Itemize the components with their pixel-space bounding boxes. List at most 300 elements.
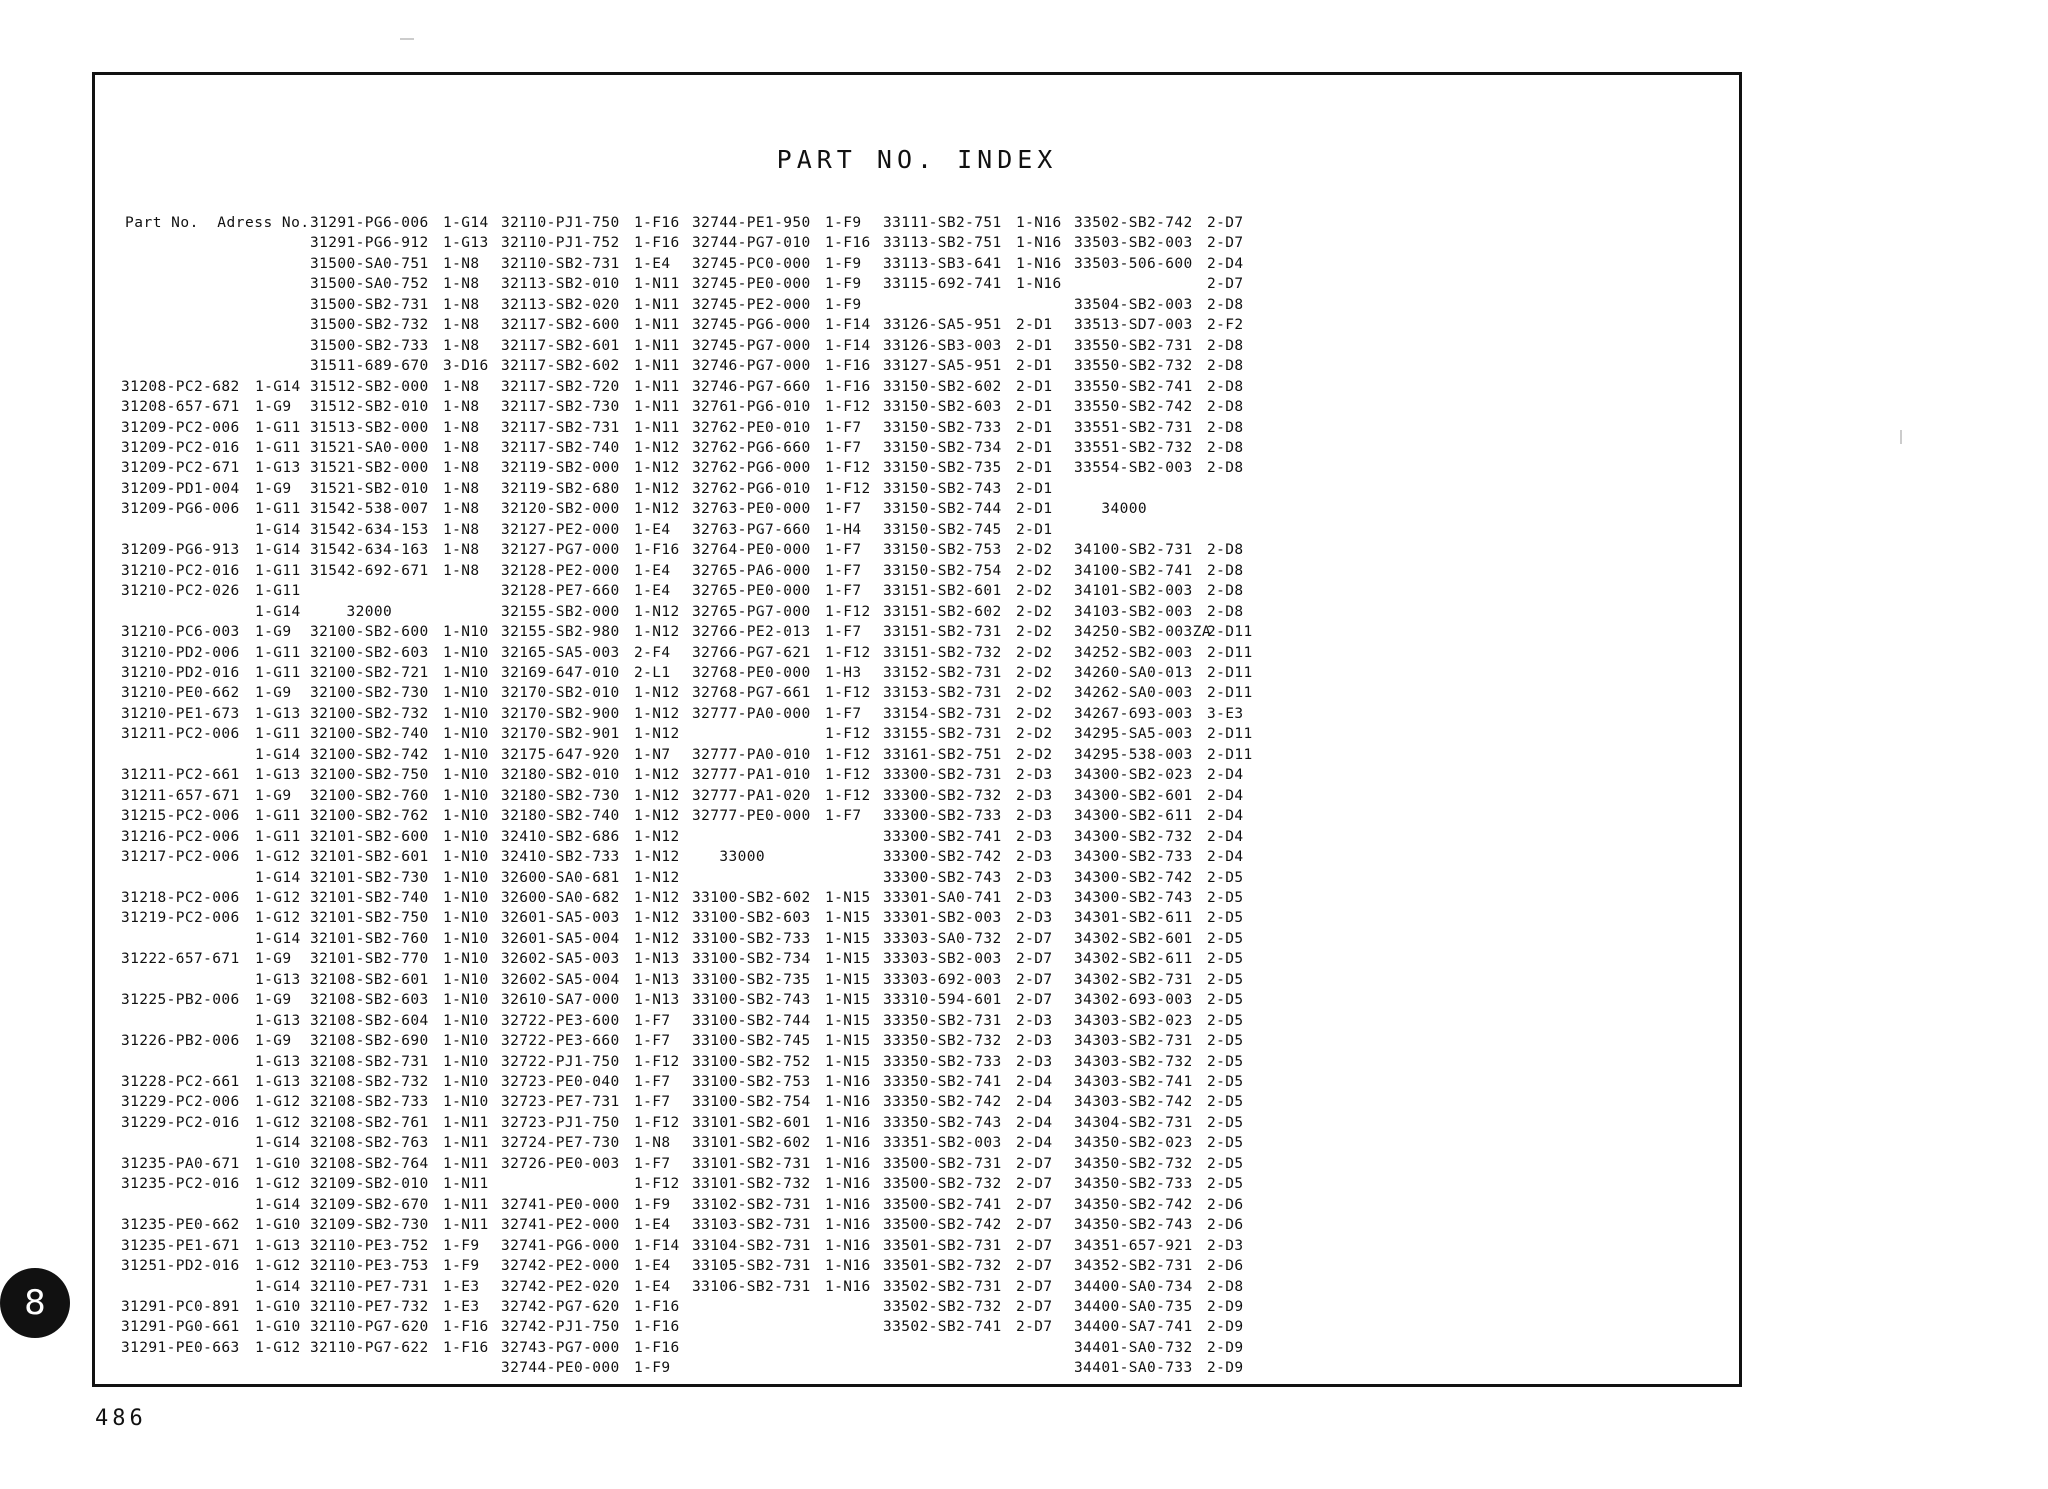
address-number-cell: 1-N15 — [825, 910, 871, 927]
part-number-cell: 31210-PD2-016 — [121, 664, 240, 681]
part-number-cell: 33503-SB2-003 — [1074, 235, 1193, 252]
part-number-cell: 33550-SB2-741 — [1074, 378, 1193, 395]
address-number-cell: 1-N16 — [825, 1114, 871, 1131]
part-number-cell: 32101-SB2-730 — [310, 869, 429, 886]
address-number-cell: 1-N10 — [443, 767, 489, 784]
part-number-cell: 33154-SB2-731 — [883, 705, 1002, 722]
part-number-cell: 32110-PG7-622 — [310, 1339, 429, 1356]
part-number-cell: 31215-PC2-006 — [121, 808, 240, 825]
address-number-cell: 1-F16 — [634, 215, 680, 231]
address-number-cell: 2-D2 — [1016, 562, 1053, 579]
part-number-cell: 32100-SB2-750 — [310, 767, 429, 784]
address-number-cell: 1-N13 — [634, 951, 680, 968]
part-number-cell: 33150-SB2-744 — [883, 501, 1002, 518]
address-number-cell: 1-F16 — [825, 378, 871, 395]
address-number-cell: 1-N8 — [443, 562, 480, 579]
address-number-cell: 2-D11 — [1207, 685, 1253, 702]
address-number-cell: 1-N12 — [634, 767, 680, 784]
part-number-cell: 34260-SA0-013 — [1074, 664, 1193, 681]
part-number-cell: 31216-PC2-006 — [121, 828, 240, 845]
address-number-cell: 1-N16 — [825, 1258, 871, 1275]
part-number-cell: 33150-SB2-734 — [883, 439, 1002, 456]
part-number-cell: 32155-SB2-980 — [501, 624, 620, 641]
address-number-cell: 1-F16 — [634, 235, 680, 252]
part-number-cell: 31210-PD2-006 — [121, 644, 240, 661]
address-number-cell: 2-D9 — [1207, 1299, 1244, 1316]
address-number-cell: 1-F7 — [634, 1012, 671, 1029]
address-number-cell: 2-D7 — [1207, 276, 1244, 293]
part-number-cell: 32109-SB2-670 — [310, 1196, 429, 1213]
part-number-cell: 33100-SB2-735 — [692, 971, 811, 988]
part-number-cell: 32175-647-920 — [501, 746, 620, 763]
address-number-cell: 1-N10 — [443, 685, 489, 702]
address-number-cell: 2-D8 — [1207, 562, 1244, 579]
address-number-cell: 2-D1 — [1016, 399, 1053, 416]
address-number-cell: 1-N8 — [443, 501, 480, 518]
part-number-cell: 31235-PE0-662 — [121, 1217, 240, 1234]
part-index-columns — [121, 213, 1721, 1379]
address-number-cell: 1-G9 — [255, 480, 292, 497]
address-number-cell: 2-D5 — [1207, 910, 1244, 927]
part-number-cell: 33150-SB2-753 — [883, 542, 1002, 559]
part-number-cell — [501, 1174, 634, 1194]
address-number-cell: 1-F9 — [825, 215, 862, 231]
address-number-cell: 1-N12 — [634, 439, 680, 456]
part-number-cell: 32170-SB2-900 — [501, 705, 620, 722]
address-number-cell — [825, 827, 883, 847]
part-number-cell: 32000 — [310, 603, 393, 620]
part-number-cell: 32742-PE2-020 — [501, 1278, 620, 1295]
part-number-cell: 33106-SB2-731 — [692, 1278, 811, 1295]
address-number-cell: 2-D5 — [1207, 889, 1244, 906]
part-number-cell: 32766-PE2-013 — [692, 624, 811, 641]
part-number-cell: 32101-SB2-601 — [310, 849, 429, 866]
address-number-cell: 2-D3 — [1016, 1012, 1053, 1029]
part-number-cell: 32100-SB2-603 — [310, 644, 429, 661]
part-number-cell — [121, 1195, 255, 1215]
address-number-cell: 1-G14 — [255, 378, 301, 395]
part-number-cell: 31209-PC2-006 — [121, 419, 240, 436]
part-number-cell: 32745-PG7-000 — [692, 337, 811, 354]
part-number-cell: 31542-692-671 — [310, 562, 429, 579]
footer-page-number: 486 — [95, 1406, 147, 1431]
part-number-cell: 33100-SB2-602 — [692, 889, 811, 906]
part-number-cell: 31211-PC2-006 — [121, 726, 240, 743]
part-number-cell: 33351-SB2-003 — [883, 1135, 1002, 1152]
address-number-cell: 1-N8 — [443, 419, 480, 436]
part-number-cell: 32762-PG6-000 — [692, 460, 811, 477]
part-number-cell — [121, 213, 255, 233]
address-number-cell: 1-F12 — [825, 399, 871, 416]
address-number-cell: 1-N10 — [443, 1094, 489, 1111]
part-number-column — [1074, 213, 1211, 1379]
part-number-cell: 32761-PG6-010 — [692, 399, 811, 416]
address-number-cell: 1-N8 — [443, 378, 480, 395]
address-number-cell: 1-G13 — [255, 1012, 301, 1029]
part-number-cell: 33103-SB2-731 — [692, 1217, 811, 1234]
part-number-cell: 32100-SB2-721 — [310, 664, 429, 681]
part-number-cell: 32744-PG7-010 — [692, 235, 811, 252]
address-number-cell — [1207, 499, 1265, 519]
part-number-cell: 33300-SB2-733 — [883, 808, 1002, 825]
address-number-cell: 1-F16 — [825, 235, 871, 252]
address-number-cell: 1-G11 — [255, 644, 301, 661]
part-number-cell: 32108-SB2-690 — [310, 1033, 429, 1050]
part-number-cell: 33100-SB2-752 — [692, 1053, 811, 1070]
part-number-cell: 31209-PG6-006 — [121, 501, 240, 518]
address-number-cell: 1-N10 — [443, 624, 489, 641]
address-number-cell: 1-N8 — [443, 480, 480, 497]
address-number-cell: 1-F7 — [825, 562, 862, 579]
address-number-cell: 2-D1 — [1016, 439, 1053, 456]
address-number-cell: 2-D7 — [1016, 971, 1053, 988]
address-number-cell: 2-D9 — [1207, 1339, 1244, 1356]
address-number-cell: 1-N11 — [443, 1114, 489, 1131]
address-number-cell: 1-G10 — [255, 1299, 301, 1316]
address-number-cell: 1-G11 — [255, 808, 301, 825]
address-number-cell: 1-N16 — [825, 1094, 871, 1111]
part-number-cell: 32108-SB2-601 — [310, 971, 429, 988]
part-number-cell: 32777-PE0-000 — [692, 808, 811, 825]
address-number-cell: 2-D2 — [1016, 746, 1053, 763]
address-number-cell: 1-F16 — [825, 358, 871, 375]
part-number-cell: 31209-PC2-016 — [121, 439, 240, 456]
part-number-cell: 33100-SB2-734 — [692, 951, 811, 968]
address-number-cell: 2-D4 — [1207, 849, 1244, 866]
part-number-cell: 34302-SB2-601 — [1074, 930, 1193, 947]
address-number-cell: 1-F12 — [825, 726, 871, 743]
part-number-cell: 34100-SB2-731 — [1074, 542, 1193, 559]
part-number-cell: 32766-PG7-621 — [692, 644, 811, 661]
address-number-cell: 2-D8 — [1207, 542, 1244, 559]
part-number-cell: 33100-SB2-745 — [692, 1033, 811, 1050]
part-number-cell: 32113-SB2-020 — [501, 296, 620, 313]
part-number-cell: 31500-SA0-751 — [310, 255, 429, 272]
part-number-cell: 31218-PC2-006 — [121, 889, 240, 906]
part-number-cell: 33350-SB2-743 — [883, 1114, 1002, 1131]
address-number-cell: 2-D7 — [1016, 992, 1053, 1009]
section-badge: 8 — [0, 1268, 70, 1338]
part-number-cell: 34295-538-003 — [1074, 746, 1193, 763]
part-number-cell: 32602-SA5-004 — [501, 971, 620, 988]
part-number-cell: 32742-PJ1-750 — [501, 1319, 620, 1336]
part-number-cell: 32108-SB2-733 — [310, 1094, 429, 1111]
part-number-cell: 31211-657-671 — [121, 787, 240, 804]
part-number-cell: 33300-SB2-743 — [883, 869, 1002, 886]
address-number-cell: 1-F9 — [825, 296, 862, 313]
address-number-cell: 1-N12 — [634, 705, 680, 722]
part-number-cell: 32100-SB2-732 — [310, 705, 429, 722]
address-number-cell: 1-G14 — [255, 542, 301, 559]
address-number-cell: 1-N15 — [825, 1053, 871, 1070]
address-number-cell: 2-D4 — [1207, 808, 1244, 825]
address-number-cell: 1-F9 — [634, 1196, 671, 1213]
part-number-cell: 34252-SB2-003 — [1074, 644, 1193, 661]
part-number-cell: 31500-SB2-733 — [310, 337, 429, 354]
part-number-cell: 32741-PE0-000 — [501, 1196, 620, 1213]
address-number-cell — [255, 295, 310, 315]
part-number-cell — [883, 295, 1016, 315]
part-number-cell: 31512-SB2-000 — [310, 378, 429, 395]
address-number-cell: 1-N13 — [634, 971, 680, 988]
address-number-cell: 1-N10 — [443, 1074, 489, 1091]
address-number-cell: 1-N11 — [634, 276, 680, 293]
part-number-cell: 33300-SB2-732 — [883, 787, 1002, 804]
part-number-cell: 32180-SB2-740 — [501, 808, 620, 825]
address-number-cell: 1-N8 — [443, 439, 480, 456]
part-number-cell: 31542-634-163 — [310, 542, 429, 559]
address-number-cell: 1-N10 — [443, 930, 489, 947]
part-number-cell: 32101-SB2-760 — [310, 930, 429, 947]
address-number-cell: 2-D7 — [1207, 215, 1244, 231]
address-number-cell: 2-D3 — [1016, 1033, 1053, 1050]
address-number-cell: 2-D7 — [1016, 1176, 1053, 1193]
address-number-cell: 1-F14 — [634, 1237, 680, 1254]
part-number-cell: 32117-SB2-601 — [501, 337, 620, 354]
part-number-cell: 32764-PE0-000 — [692, 542, 811, 559]
part-number-cell: 33500-SB2-731 — [883, 1155, 1002, 1172]
part-number-cell: 33500-SB2-732 — [883, 1176, 1002, 1193]
address-number-cell: 2-L1 — [634, 664, 671, 681]
address-number-cell: 2-D3 — [1016, 828, 1053, 845]
part-number-cell: 32128-PE7-660 — [501, 583, 620, 600]
address-number-cell: 1-G11 — [255, 501, 301, 518]
part-number-cell: 31291-PG0-661 — [121, 1319, 240, 1336]
part-number-cell: 32777-PA1-020 — [692, 787, 811, 804]
address-number-cell: 2-D8 — [1207, 460, 1244, 477]
part-number-cell — [121, 602, 255, 622]
address-number-cell: 1-N8 — [443, 460, 480, 477]
address-number-cell: 1-G12 — [255, 889, 301, 906]
address-number-column — [255, 213, 310, 1358]
address-number-cell: 2-D2 — [1016, 624, 1053, 641]
address-number-cell: 2-D7 — [1016, 1237, 1053, 1254]
part-number-cell: 32763-PG7-660 — [692, 521, 811, 538]
address-number-cell: 2-D11 — [1207, 726, 1253, 743]
part-number-cell: 33301-SB2-003 — [883, 910, 1002, 927]
part-number-cell: 32117-SB2-600 — [501, 317, 620, 334]
part-number-cell: 32108-SB2-604 — [310, 1012, 429, 1029]
address-number-cell: 1-G14 — [443, 215, 489, 231]
address-number-cell: 1-N11 — [443, 1176, 489, 1193]
address-number-cell: 2-D1 — [1016, 358, 1053, 375]
part-number-cell — [121, 868, 255, 888]
address-number-cell: 2-D3 — [1016, 808, 1053, 825]
part-number-cell — [692, 724, 825, 744]
part-number-cell: 34103-SB2-003 — [1074, 603, 1193, 620]
address-number-cell: 1-F14 — [825, 337, 871, 354]
scan-mark-top — [400, 38, 414, 40]
part-number-cell: 34250-SB2-003ZA — [1074, 624, 1211, 641]
address-number-cell: 1-N11 — [443, 1155, 489, 1172]
address-number-cell: 2-D2 — [1016, 685, 1053, 702]
part-number-cell: 31229-PC2-016 — [121, 1114, 240, 1131]
address-number-cell: 1-N12 — [634, 624, 680, 641]
address-number-cell: 1-F7 — [825, 542, 862, 559]
part-number-cell — [121, 745, 255, 765]
scan-mark-right — [1900, 430, 1902, 444]
address-number-cell: 2-D11 — [1207, 624, 1253, 641]
address-number-cell — [255, 274, 310, 294]
part-number-cell — [121, 254, 255, 274]
part-number-cell: 32410-SB2-733 — [501, 849, 620, 866]
address-number-cell: 1-F12 — [634, 1053, 680, 1070]
address-number-cell: 1-F16 — [634, 1299, 680, 1316]
address-number-cell: 1-N15 — [825, 930, 871, 947]
part-number-cell: 32180-SB2-010 — [501, 767, 620, 784]
address-number-cell: 1-N11 — [634, 419, 680, 436]
address-number-cell: 1-F7 — [825, 501, 862, 518]
part-number-cell: 33127-SA5-951 — [883, 358, 1002, 375]
part-number-cell: 34350-SB2-742 — [1074, 1196, 1193, 1213]
part-number-cell: 34000 — [1074, 501, 1148, 518]
address-number-cell: 1-N10 — [443, 1033, 489, 1050]
part-number-column — [310, 213, 443, 1358]
address-number-cell: 1-N16 — [825, 1176, 871, 1193]
address-number-cell: 1-F7 — [825, 419, 862, 436]
address-number-cell: 1-F14 — [825, 317, 871, 334]
address-number-cell: 2-D5 — [1207, 1074, 1244, 1091]
address-number-cell: 1-G11 — [255, 726, 301, 743]
part-number-cell: 33151-SB2-602 — [883, 603, 1002, 620]
address-number-cell: 2-D2 — [1016, 644, 1053, 661]
address-number-cell: 1-G12 — [255, 910, 301, 927]
address-number-cell: 2-D11 — [1207, 664, 1253, 681]
address-number-cell: 2-D8 — [1207, 583, 1244, 600]
address-number-cell: 1-G9 — [255, 1033, 292, 1050]
part-number-cell: 33500-SB2-741 — [883, 1196, 1002, 1213]
part-number-cell — [121, 233, 255, 253]
part-number-cell: 31210-PE1-673 — [121, 705, 240, 722]
address-number-cell: 1-N16 — [1016, 255, 1062, 272]
part-number-cell: 32601-SA5-003 — [501, 910, 620, 927]
address-number-cell: 2-D1 — [1016, 501, 1053, 518]
part-number-cell: 32100-SB2-600 — [310, 624, 429, 641]
address-number-cell: 1-E3 — [443, 1299, 480, 1316]
part-number-cell: 33101-SB2-731 — [692, 1155, 811, 1172]
part-number-cell: 33153-SB2-731 — [883, 685, 1002, 702]
address-number-cell: 2-D7 — [1016, 1196, 1053, 1213]
part-number-cell: 31210-PC2-016 — [121, 562, 240, 579]
address-number-cell: 1-N11 — [634, 399, 680, 416]
part-number-cell: 31291-PE0-663 — [121, 1339, 240, 1356]
part-number-cell: 31291-PC0-891 — [121, 1299, 240, 1316]
address-number-cell: 1-G12 — [255, 1176, 301, 1193]
address-number-cell: 1-N12 — [634, 460, 680, 477]
address-number-cell: 1-G13 — [255, 705, 301, 722]
part-number-cell: 34401-SA0-732 — [1074, 1339, 1193, 1356]
part-number-cell: 32113-SB2-010 — [501, 276, 620, 293]
part-number-cell: 33554-SB2-003 — [1074, 460, 1193, 477]
part-number-cell: 33500-SB2-742 — [883, 1217, 1002, 1234]
part-number-cell: 34350-SB2-732 — [1074, 1155, 1193, 1172]
address-number-cell: 1-G12 — [255, 1339, 301, 1356]
address-number-cell: 2-D7 — [1016, 951, 1053, 968]
part-number-cell: 34295-SA5-003 — [1074, 726, 1193, 743]
address-number-cell: 2-D3 — [1016, 889, 1053, 906]
address-number-cell: 1-G9 — [255, 951, 292, 968]
address-number-cell: 1-N11 — [634, 378, 680, 395]
address-number-column — [443, 213, 501, 1358]
address-number-cell: 2-D7 — [1016, 1278, 1053, 1295]
address-number-cell: 1-N16 — [1016, 276, 1062, 293]
address-number-cell: 1-G9 — [255, 787, 292, 804]
address-number-cell: 1-N10 — [443, 910, 489, 927]
part-number-cell: 32745-PG6-000 — [692, 317, 811, 334]
part-number-cell: 32117-SB2-720 — [501, 378, 620, 395]
part-number-cell: 33150-SB2-602 — [883, 378, 1002, 395]
part-number-cell: 32745-PE0-000 — [692, 276, 811, 293]
part-number-cell: 31521-SB2-010 — [310, 480, 429, 497]
part-number-cell: 34350-SB2-743 — [1074, 1217, 1193, 1234]
address-number-cell: 1-N12 — [634, 869, 680, 886]
page-border-frame — [92, 72, 1742, 1387]
part-number-cell: 34401-SA0-733 — [1074, 1360, 1193, 1377]
address-number-cell: 1-F9 — [443, 1237, 480, 1254]
address-number-cell: 1-N12 — [634, 603, 680, 620]
part-number-cell: 32610-SA7-000 — [501, 992, 620, 1009]
part-number-cell: 32746-PG7-660 — [692, 378, 811, 395]
address-number-cell: 1-E3 — [443, 1278, 480, 1295]
address-number-cell: 1-F12 — [825, 644, 871, 661]
address-number-cell: 1-N12 — [634, 480, 680, 497]
part-number-cell: 32744-PE1-950 — [692, 215, 811, 231]
part-number-cell — [121, 520, 255, 540]
address-number-cell: 1-N16 — [825, 1196, 871, 1213]
address-number-cell: 2-D1 — [1016, 317, 1053, 334]
part-number-cell: 33501-SB2-732 — [883, 1258, 1002, 1275]
address-number-cell: 2-D8 — [1207, 337, 1244, 354]
part-number-cell: 32777-PA0-010 — [692, 746, 811, 763]
address-number-cell: 2-F4 — [634, 644, 671, 661]
part-number-cell: 33150-SB2-735 — [883, 460, 1002, 477]
part-number-cell: 31217-PC2-006 — [121, 849, 240, 866]
part-number-cell: 34300-SB2-601 — [1074, 787, 1193, 804]
address-number-cell: 2-D4 — [1207, 767, 1244, 784]
part-number-column — [501, 213, 634, 1379]
address-number-cell: 1-N10 — [443, 726, 489, 743]
address-number-cell: 1-F7 — [634, 1155, 671, 1172]
part-number-cell — [1074, 479, 1207, 499]
address-number-cell: 2-D4 — [1207, 255, 1244, 272]
part-number-cell: 32777-PA1-010 — [692, 767, 811, 784]
part-number-cell: 33000 — [692, 849, 766, 866]
part-number-cell: 32745-PC0-000 — [692, 255, 811, 272]
part-number-column — [692, 213, 825, 1297]
address-number-cell: 2-D8 — [1207, 419, 1244, 436]
part-number-cell: 33152-SB2-731 — [883, 664, 1002, 681]
address-number-cell: 1-N12 — [634, 930, 680, 947]
part-number-cell: 31291-PG6-912 — [310, 235, 429, 252]
address-number-cell: 1-E4 — [634, 1258, 671, 1275]
part-number-cell: 31511-689-670 — [310, 358, 429, 375]
part-number-cell: 32600-SA0-682 — [501, 889, 620, 906]
part-number-cell: 34400-SA7-741 — [1074, 1319, 1193, 1336]
part-number-cell: 32722-PE3-660 — [501, 1033, 620, 1050]
address-number-cell — [255, 336, 310, 356]
address-number-column — [1207, 213, 1265, 1379]
part-number-cell: 31222-657-671 — [121, 951, 240, 968]
index-column-2 — [310, 213, 501, 1358]
part-number-cell: 31208-657-671 — [121, 399, 240, 416]
part-number-cell: 33151-SB2-601 — [883, 583, 1002, 600]
address-number-cell: 1-N10 — [443, 746, 489, 763]
part-number-cell: 32109-SB2-010 — [310, 1176, 429, 1193]
address-number-cell: 1-N8 — [443, 255, 480, 272]
address-number-cell: 1-F9 — [634, 1360, 671, 1377]
part-number-cell: 31521-SB2-000 — [310, 460, 429, 477]
address-number-cell: 1-N12 — [634, 501, 680, 518]
